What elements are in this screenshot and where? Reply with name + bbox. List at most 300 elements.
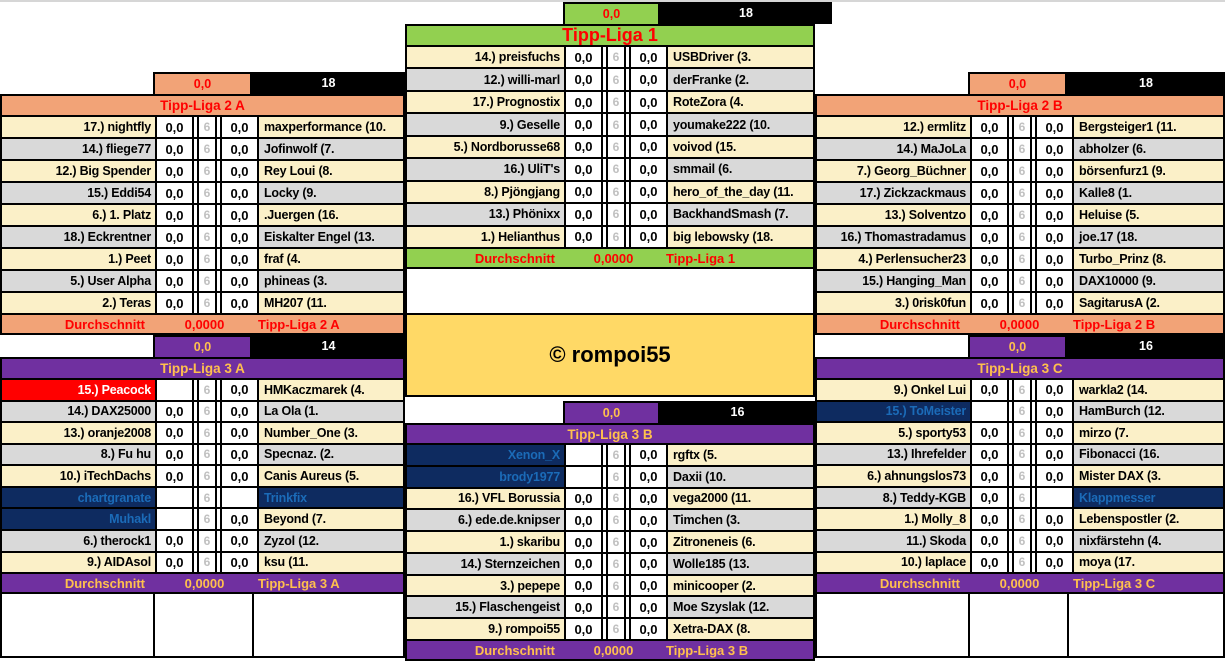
away-score-cell: 0,0 <box>629 227 668 247</box>
home-player-cell: 5.) User Alpha <box>2 271 155 291</box>
summary-spacer-cell <box>0 335 153 357</box>
round-number-cell: 6 <box>197 161 217 181</box>
match-row <box>817 205 1223 227</box>
home-player-cell: 15.) Peacock <box>2 380 155 400</box>
league-matchday-cell: 18 <box>1067 72 1225 94</box>
round-number-cell: 6 <box>197 271 217 291</box>
round-number-cell: 6 <box>197 509 217 529</box>
match-row <box>2 402 403 424</box>
summary-spacer-cell <box>405 401 563 423</box>
home-player-cell: 14.) fliege77 <box>2 139 155 159</box>
home-player-cell: 17.) Zickzackmaus <box>817 183 970 203</box>
league-tipp-liga-2a <box>0 72 405 335</box>
home-score-cell <box>564 467 603 487</box>
home-score-cell: 0,0 <box>155 139 194 159</box>
match-row <box>2 531 403 553</box>
match-row <box>407 510 813 532</box>
home-player-cell: 12.) ermlitz <box>817 117 970 137</box>
away-player-cell: Heluise (5. <box>1074 205 1223 225</box>
away-player-cell: Kalle8 (1. <box>1074 183 1223 203</box>
home-score-cell: 0,0 <box>564 47 603 67</box>
round-number-cell: 6 <box>606 204 626 224</box>
round-number-cell: 6 <box>197 488 217 508</box>
home-player-cell: 1.) Molly_8 <box>817 509 970 529</box>
away-player-cell: Turbo_Prinz (8. <box>1074 249 1223 269</box>
home-score-cell: 0,0 <box>155 161 194 181</box>
away-score-cell: 0,0 <box>629 445 668 465</box>
match-row <box>2 183 403 205</box>
home-score-cell: 0,0 <box>155 423 194 443</box>
away-player-cell: Jofinwolf (7. <box>259 139 403 159</box>
empty-cell <box>2 594 155 656</box>
match-row <box>407 619 813 639</box>
away-score-cell: 0,0 <box>629 204 668 224</box>
round-number-cell: 6 <box>606 137 626 157</box>
league-points-cell: 0,0 <box>153 335 252 357</box>
away-score-cell: 0,0 <box>1035 553 1074 573</box>
match-row <box>2 466 403 488</box>
league-title-bar: Tipp-Liga 2 A <box>0 94 405 117</box>
home-player-cell: 5.) Nordborusse68 <box>407 137 564 157</box>
round-number-cell: 6 <box>606 182 626 202</box>
home-player-cell: 9.) AIDAsol <box>2 553 155 573</box>
round-number-cell: 6 <box>197 466 217 486</box>
match-row <box>407 137 813 159</box>
average-label: Durchschnitt <box>474 642 555 658</box>
average-value: 0,0000 <box>999 316 1040 332</box>
home-player-cell: brody1977 <box>407 467 564 487</box>
league-tipp-liga-2b <box>815 72 1225 335</box>
away-score-cell: 0,0 <box>1035 227 1074 247</box>
home-score-cell: 0,0 <box>970 380 1009 400</box>
league-summary-row <box>405 401 815 423</box>
home-player-cell: 6.) 1. Platz <box>2 205 155 225</box>
away-player-cell: Trinkfix <box>259 488 403 508</box>
match-row <box>407 159 813 181</box>
average-value: 0,0000 <box>184 316 225 332</box>
round-number-cell: 6 <box>606 92 626 112</box>
home-player-cell: 13.) oranje2008 <box>2 423 155 443</box>
away-player-cell: warkla2 (14. <box>1074 380 1223 400</box>
away-score-cell: 0,0 <box>220 380 259 400</box>
away-player-cell: maxperformance (10. <box>259 117 403 137</box>
match-row <box>2 227 403 249</box>
home-player-cell: 3.) 0risk0fun <box>817 293 970 313</box>
away-player-cell: ksu (11. <box>259 553 403 573</box>
match-row <box>817 117 1223 139</box>
round-number-cell: 6 <box>1012 445 1032 465</box>
home-player-cell: 16.) Thomastradamus <box>817 227 970 247</box>
round-number-cell: 6 <box>197 183 217 203</box>
away-score-cell: 0,0 <box>629 137 668 157</box>
away-player-cell: La Ola (1. <box>259 402 403 422</box>
away-player-cell: vega2000 (11. <box>668 489 813 509</box>
match-row <box>407 597 813 619</box>
home-score-cell: 0,0 <box>155 183 194 203</box>
league-summary-row <box>0 335 405 357</box>
away-score-cell: 0,0 <box>220 445 259 465</box>
match-row <box>2 293 403 313</box>
copyright-box <box>405 313 815 397</box>
away-score-cell: 0,0 <box>220 531 259 551</box>
match-row <box>817 271 1223 293</box>
home-score-cell: 0,0 <box>564 227 603 247</box>
away-score-cell: 0,0 <box>629 467 668 487</box>
home-score-cell: 0,0 <box>564 114 603 134</box>
away-player-cell: BackhandSmash (7. <box>668 204 813 224</box>
home-score-cell: 0,0 <box>155 466 194 486</box>
away-player-cell: .Juergen (16. <box>259 205 403 225</box>
round-number-cell: 6 <box>606 597 626 617</box>
round-number-cell: 6 <box>197 205 217 225</box>
match-row <box>817 183 1223 205</box>
home-score-cell: 0,0 <box>155 205 194 225</box>
home-score-cell: 0,0 <box>564 92 603 112</box>
league-summary-row <box>815 72 1225 94</box>
away-player-cell: Klappmesser <box>1074 488 1223 508</box>
league-matchday-cell: 18 <box>660 2 832 24</box>
round-number-cell: 6 <box>197 380 217 400</box>
away-player-cell: minicooper (2. <box>668 576 813 596</box>
round-number-cell: 6 <box>197 293 217 313</box>
away-player-cell: USBDriver (3. <box>668 47 813 67</box>
home-player-cell: 17.) nightfly <box>2 117 155 137</box>
home-score-cell: 0,0 <box>970 553 1009 573</box>
league-title-bar: Tipp-Liga 3 B <box>405 423 815 445</box>
away-player-cell: Locky (9. <box>259 183 403 203</box>
round-number-cell: 6 <box>606 227 626 247</box>
league-tipp-liga-3c <box>815 335 1225 594</box>
round-number-cell: 6 <box>1012 117 1032 137</box>
home-score-cell <box>155 488 194 508</box>
match-row <box>407 576 813 598</box>
league-average-row <box>405 639 815 661</box>
match-row <box>817 466 1223 488</box>
away-player-cell: Timchen (3. <box>668 510 813 530</box>
match-row <box>817 531 1223 553</box>
match-row <box>2 488 403 510</box>
match-row <box>407 182 813 204</box>
right-league-column <box>815 72 1225 658</box>
away-player-cell: nixfärstehn (4. <box>1074 531 1223 551</box>
match-row <box>817 227 1223 249</box>
home-player-cell: Muhakl <box>2 509 155 529</box>
home-score-cell: 0,0 <box>970 227 1009 247</box>
home-player-cell: 15.) Hanging_Man <box>817 271 970 291</box>
away-score-cell: 0,0 <box>1035 445 1074 465</box>
match-row <box>2 117 403 139</box>
away-player-cell: abholzer (6. <box>1074 139 1223 159</box>
home-player-cell: 15.) Eddi54 <box>2 183 155 203</box>
match-row <box>817 139 1223 161</box>
match-list <box>405 47 815 247</box>
away-score-cell: 0,0 <box>629 532 668 552</box>
average-league-name: Tipp-Liga 2 A <box>258 316 340 332</box>
average-league-name: Tipp-Liga 3 A <box>258 575 340 591</box>
away-score-cell: 0,0 <box>629 554 668 574</box>
home-score-cell: 0,0 <box>564 619 603 639</box>
away-player-cell: moya (17. <box>1074 553 1223 573</box>
league-average-row <box>0 313 405 335</box>
away-player-cell: börsenfurz1 (9. <box>1074 161 1223 181</box>
away-score-cell: 0,0 <box>1035 205 1074 225</box>
away-score-cell: 0,0 <box>629 182 668 202</box>
home-score-cell: 0,0 <box>155 445 194 465</box>
match-row <box>2 553 403 573</box>
away-player-cell: youmake222 (10. <box>668 114 813 134</box>
round-number-cell: 6 <box>197 445 217 465</box>
away-score-cell: 0,0 <box>220 466 259 486</box>
home-player-cell: 16.) VFL Borussia <box>407 489 564 509</box>
round-number-cell: 6 <box>606 69 626 89</box>
away-score-cell: 0,0 <box>629 47 668 67</box>
away-score-cell: 0,0 <box>629 69 668 89</box>
match-row <box>2 271 403 293</box>
round-number-cell: 6 <box>606 445 626 465</box>
away-player-cell: Bergsteiger1 (11. <box>1074 117 1223 137</box>
away-player-cell: Mister DAX (3. <box>1074 466 1223 486</box>
match-row <box>407 227 813 247</box>
home-player-cell: 10.) iTechDachs <box>2 466 155 486</box>
league-points-cell: 0,0 <box>563 2 660 24</box>
home-player-cell: 14.) MaJoLa <box>817 139 970 159</box>
average-league-name: Tipp-Liga 1 <box>666 250 736 266</box>
away-score-cell: 0,0 <box>220 553 259 573</box>
league-average-row <box>0 572 405 594</box>
away-player-cell: Zitroneneis (6. <box>668 532 813 552</box>
empty-cell <box>254 594 403 656</box>
home-player-cell: 14.) Sternzeichen <box>407 554 564 574</box>
away-score-cell: 0,0 <box>220 205 259 225</box>
away-score-cell: 0,0 <box>1035 466 1074 486</box>
round-number-cell: 6 <box>1012 380 1032 400</box>
home-score-cell: 0,0 <box>155 271 194 291</box>
match-row <box>817 380 1223 402</box>
home-score-cell: 0,0 <box>155 553 194 573</box>
home-player-cell: 14.) DAX25000 <box>2 402 155 422</box>
home-score-cell: 0,0 <box>564 69 603 89</box>
match-list <box>0 380 405 572</box>
average-value: 0,0000 <box>593 642 634 658</box>
home-score-cell: 0,0 <box>155 227 194 247</box>
match-row <box>407 554 813 576</box>
match-row <box>407 445 813 467</box>
home-score-cell: 0,0 <box>970 466 1009 486</box>
home-player-cell: 8.) Fu hu <box>2 445 155 465</box>
away-player-cell: DAX10000 (9. <box>1074 271 1223 291</box>
home-score-cell: 0,0 <box>155 293 194 313</box>
home-player-cell: 2.) Teras <box>2 293 155 313</box>
match-list <box>405 445 815 639</box>
match-row <box>407 204 813 226</box>
home-score-cell <box>155 380 194 400</box>
round-number-cell: 6 <box>1012 531 1032 551</box>
home-player-cell: 11.) Skoda <box>817 531 970 551</box>
away-player-cell: mirzo (7. <box>1074 423 1223 443</box>
match-row <box>2 161 403 183</box>
away-score-cell <box>220 488 259 508</box>
round-number-cell: 6 <box>1012 553 1032 573</box>
away-player-cell: hero_of_the_day (11. <box>668 182 813 202</box>
away-player-cell: SagitarusA (2. <box>1074 293 1223 313</box>
home-player-cell: 9.) Onkel Lui <box>817 380 970 400</box>
away-score-cell: 0,0 <box>1035 293 1074 313</box>
round-number-cell: 6 <box>1012 161 1032 181</box>
match-row <box>817 553 1223 573</box>
average-label: Durchschnitt <box>64 575 145 591</box>
away-score-cell: 0,0 <box>1035 509 1074 529</box>
home-player-cell: 13.) Ihrefelder <box>817 445 970 465</box>
match-row <box>2 423 403 445</box>
away-score-cell: 0,0 <box>1035 161 1074 181</box>
home-player-cell: 6.) ede.de.knipser <box>407 510 564 530</box>
league-matchday-cell: 16 <box>660 401 815 423</box>
league-matchday-cell: 16 <box>1067 335 1225 357</box>
league-average-row <box>405 247 815 269</box>
home-player-cell: 15.) ToMeister <box>817 402 970 422</box>
round-number-cell: 6 <box>1012 271 1032 291</box>
round-number-cell: 6 <box>197 117 217 137</box>
match-row <box>2 445 403 467</box>
match-list <box>815 117 1225 313</box>
home-score-cell: 0,0 <box>564 554 603 574</box>
empty-grid-cells <box>0 594 405 658</box>
home-score-cell: 0,0 <box>970 249 1009 269</box>
away-score-cell: 0,0 <box>220 423 259 443</box>
summary-spacer-cell <box>815 335 968 357</box>
home-score-cell: 0,0 <box>970 205 1009 225</box>
home-player-cell: 14.) preisfuchs <box>407 47 564 67</box>
round-number-cell: 6 <box>197 402 217 422</box>
away-score-cell: 0,0 <box>220 249 259 269</box>
round-number-cell: 6 <box>1012 293 1032 313</box>
left-league-column <box>0 72 405 658</box>
home-score-cell: 0,0 <box>564 510 603 530</box>
round-number-cell: 6 <box>1012 183 1032 203</box>
home-player-cell: 1.) skaribu <box>407 532 564 552</box>
average-league-name: Tipp-Liga 3 B <box>666 642 749 658</box>
home-score-cell: 0,0 <box>970 293 1009 313</box>
round-number-cell: 6 <box>606 114 626 134</box>
away-player-cell: Daxii (10. <box>668 467 813 487</box>
league-title-bar: Tipp-Liga 1 <box>405 24 815 47</box>
round-number-cell: 6 <box>606 510 626 530</box>
home-player-cell: chartgranate <box>2 488 155 508</box>
away-score-cell: 0,0 <box>220 117 259 137</box>
match-row <box>407 532 813 554</box>
away-player-cell: big lebowsky (18. <box>668 227 813 247</box>
away-player-cell: Specnaz. (2. <box>259 445 403 465</box>
home-score-cell <box>970 402 1009 422</box>
match-row <box>817 249 1223 271</box>
summary-spacer-cell <box>815 72 968 94</box>
home-score-cell: 0,0 <box>970 423 1009 443</box>
average-value: 0,0000 <box>593 250 634 266</box>
match-row <box>817 293 1223 313</box>
home-score-cell: 0,0 <box>970 509 1009 529</box>
away-score-cell: 0,0 <box>1035 139 1074 159</box>
match-row <box>2 249 403 271</box>
match-row <box>407 92 813 114</box>
away-score-cell: 0,0 <box>629 92 668 112</box>
center-league-column <box>405 2 815 661</box>
away-score-cell: 0,0 <box>220 161 259 181</box>
home-player-cell: Xenon_X <box>407 445 564 465</box>
away-player-cell: Wolle185 (13. <box>668 554 813 574</box>
empty-cell <box>1069 594 1223 656</box>
home-player-cell: 12.) Big Spender <box>2 161 155 181</box>
home-player-cell: 1.) Peet <box>2 249 155 269</box>
home-score-cell: 0,0 <box>564 597 603 617</box>
home-player-cell: 6.) ahnungslos73 <box>817 466 970 486</box>
home-score-cell <box>155 509 194 529</box>
home-player-cell: 10.) laplace <box>817 553 970 573</box>
match-row <box>407 47 813 69</box>
away-score-cell: 0,0 <box>629 576 668 596</box>
round-number-cell: 6 <box>606 532 626 552</box>
round-number-cell: 6 <box>606 489 626 509</box>
summary-spacer-cell <box>405 2 563 24</box>
away-player-cell: Lebenspostler (2. <box>1074 509 1223 529</box>
league-matchday-cell: 14 <box>252 335 405 357</box>
round-number-cell: 6 <box>606 159 626 179</box>
round-number-cell: 6 <box>606 619 626 639</box>
home-score-cell: 0,0 <box>155 531 194 551</box>
home-score-cell: 0,0 <box>970 531 1009 551</box>
away-player-cell: Number_One (3. <box>259 423 403 443</box>
match-row <box>817 445 1223 467</box>
league-tipp-liga-3b <box>405 401 815 661</box>
league-average-row <box>815 572 1225 594</box>
round-number-cell: 6 <box>606 467 626 487</box>
away-score-cell: 0,0 <box>220 509 259 529</box>
away-player-cell: derFranke (2. <box>668 69 813 89</box>
match-row <box>2 205 403 227</box>
away-player-cell: Beyond (7. <box>259 509 403 529</box>
away-score-cell: 0,0 <box>1035 249 1074 269</box>
round-number-cell: 6 <box>197 553 217 573</box>
average-label: Durchschnitt <box>879 575 960 591</box>
home-player-cell: 18.) Eckrentner <box>2 227 155 247</box>
away-player-cell: rgftx (5. <box>668 445 813 465</box>
home-player-cell: 15.) Flaschengeist <box>407 597 564 617</box>
empty-cell <box>970 594 1069 656</box>
home-score-cell: 0,0 <box>155 402 194 422</box>
copyright-text: © rompoi55 <box>549 342 671 367</box>
round-number-cell: 6 <box>1012 205 1032 225</box>
league-title-bar: Tipp-Liga 3 C <box>815 357 1225 380</box>
away-player-cell: Canis Aureus (5. <box>259 466 403 486</box>
round-number-cell: 6 <box>1012 402 1032 422</box>
away-player-cell: smmail (6. <box>668 159 813 179</box>
home-score-cell: 0,0 <box>970 161 1009 181</box>
round-number-cell: 6 <box>197 227 217 247</box>
away-score-cell: 0,0 <box>629 597 668 617</box>
average-label: Durchschnitt <box>474 250 555 266</box>
away-score-cell <box>1035 488 1074 508</box>
match-row <box>2 380 403 402</box>
average-league-name: Tipp-Liga 3 C <box>1073 575 1156 591</box>
away-score-cell: 0,0 <box>220 227 259 247</box>
away-score-cell: 0,0 <box>1035 271 1074 291</box>
away-score-cell: 0,0 <box>629 114 668 134</box>
match-list <box>0 117 405 313</box>
away-player-cell: voivod (15. <box>668 137 813 157</box>
round-number-cell: 6 <box>1012 227 1032 247</box>
match-row <box>2 509 403 531</box>
away-score-cell: 0,0 <box>1035 423 1074 443</box>
league-summary-row <box>0 72 405 94</box>
